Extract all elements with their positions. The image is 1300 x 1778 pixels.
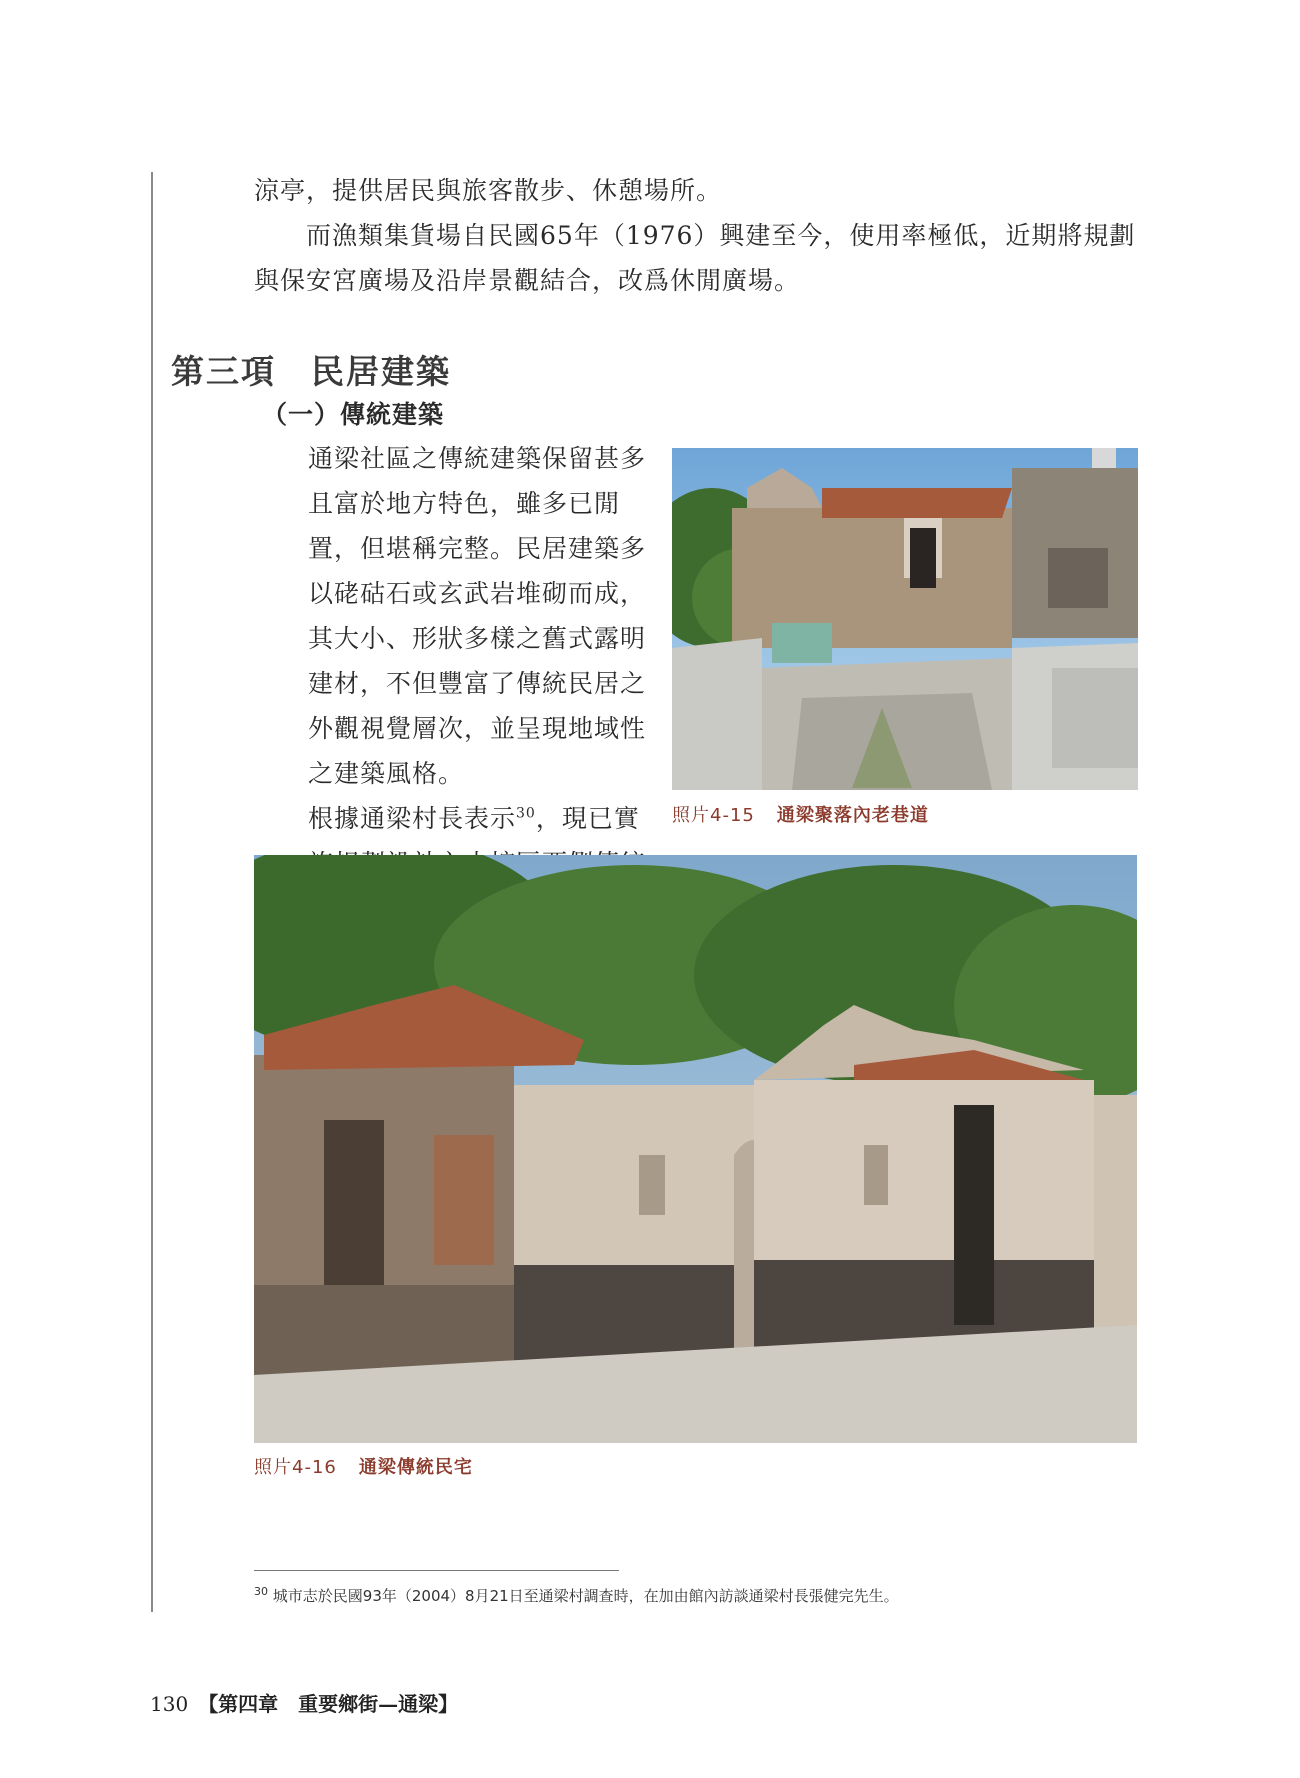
body-paragraph-1: 涼亭，提供居民與旅客散步、休憩場所。: [254, 176, 723, 205]
subsection-heading: （一）傳統建築: [262, 400, 445, 429]
body-paragraph-2-line-1: 而漁類集貨場自民國65年（1976）興建至今，使用率極低，近期將規劃: [254, 221, 1136, 250]
footnote-divider: [254, 1570, 619, 1571]
body-paragraph-2-line-2: 與保安宮廣場及沿岸景觀結合，改爲休閒廣場。: [254, 266, 801, 295]
photo-number: 照片4-15: [672, 805, 755, 826]
photo-traditional-houses: [254, 855, 1137, 1443]
chapter-title: 【第四章 重要鄉街—通梁】: [198, 1692, 459, 1716]
section-paragraph-1: 通梁社區之傳統建築保留甚多且富於地方特色，雖多已閒置，但堪稱完整。民居建築多以硓𥑮石或玄武岩堆砌而成，其大小、形狀多樣之舊式露明建材，不但豐富了傳統民居之外觀視覺層次，並呈現地域性之建築風格。: [308, 444, 647, 788]
photo-old-alley: [672, 448, 1138, 790]
footnote-reference: 30: [516, 805, 536, 822]
margin-rule: [151, 172, 153, 1612]
photo-caption-4-15: [672, 801, 929, 827]
paragraph-text: 根據通梁村長表示: [308, 804, 517, 833]
page-footer: [150, 1688, 458, 1717]
caption-text: 通梁聚落內老巷道: [776, 805, 929, 826]
photo-number: 照片4-16: [254, 1457, 337, 1478]
footnote-number: 30: [254, 1585, 268, 1598]
caption-text: 通梁傳統民宅: [358, 1457, 473, 1478]
page-number: 130: [150, 1692, 189, 1716]
footnote: [254, 1585, 899, 1606]
paragraph-text: ，現已實: [535, 804, 640, 833]
section-heading: 第三項 民居建築: [171, 352, 451, 391]
footnote-text: 城市志於民國93年（2004）8月21日至通梁村調查時，在加由館內訪談通梁村長張健完先生。: [272, 1587, 899, 1605]
photo-caption-4-16: [254, 1453, 473, 1479]
